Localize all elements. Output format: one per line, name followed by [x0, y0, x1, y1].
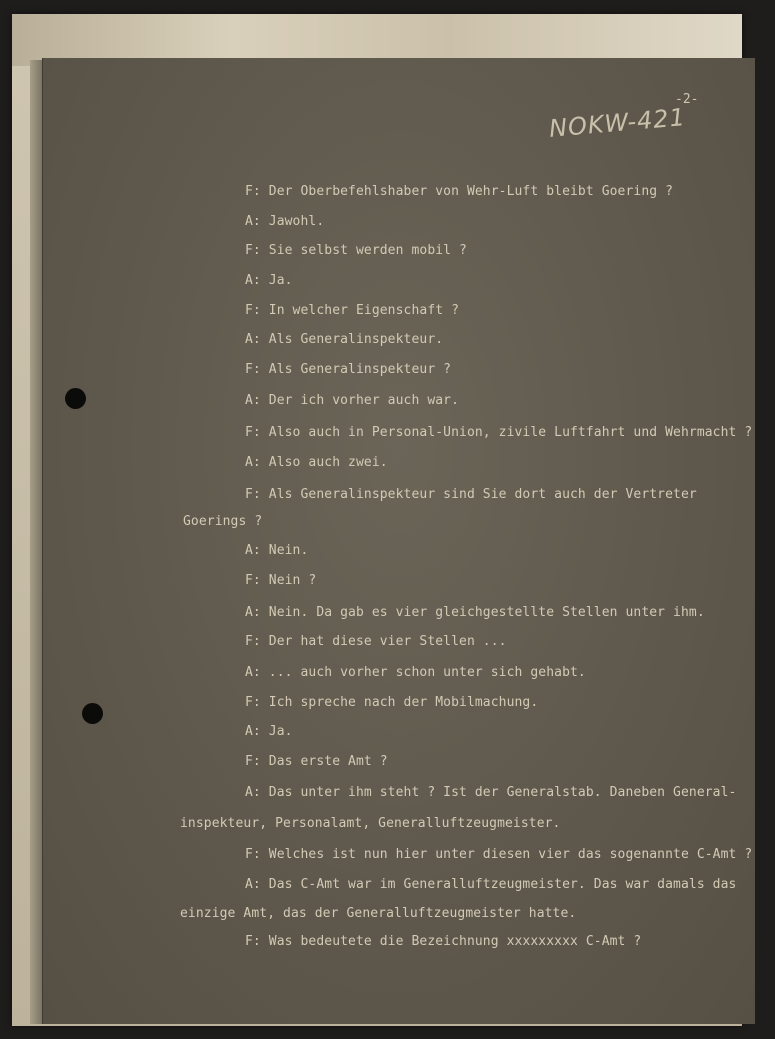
transcript-line: A: Das C-Amt war im Generalluftzeugmeister. Das war damals das	[245, 877, 737, 892]
transcript-line: A: Nein.	[245, 543, 309, 558]
transcript-line: F: Nein ?	[245, 573, 317, 588]
page-left-edge	[30, 60, 42, 1024]
transcript-line: Goerings ?	[183, 514, 263, 529]
transcript-line: F: Also auch in Personal-Union, zivile Luftfahrt und Wehrmacht ?	[245, 425, 753, 440]
transcript-line: F: Welches ist nun hier unter diesen vier das sogenannte C-Amt ?	[245, 847, 753, 862]
transcript-line: F: Als Generalinspekteur ?	[245, 362, 452, 377]
transcript-line: F: Sie selbst werden mobil ?	[245, 243, 467, 258]
document-id-handwritten: NOKW-421	[548, 103, 687, 143]
transcript-line: A: Jawohl.	[245, 214, 325, 229]
transcript-line: A: Ja.	[245, 273, 293, 288]
transcript-line: A: ... auch vorher schon unter sich gehabt.	[245, 665, 586, 680]
transcript-line: F: Ich spreche nach der Mobilmachung.	[245, 695, 539, 710]
transcript-line: F: Der hat diese vier Stellen ...	[245, 634, 507, 649]
punch-hole-icon	[82, 703, 103, 724]
transcript-line: F: Der Oberbefehlshaber von Wehr-Luft bleibt Goering ?	[245, 184, 674, 199]
transcript-line: A: Also auch zwei.	[245, 455, 388, 470]
transcript-line: A: Der ich vorher auch war.	[245, 393, 460, 408]
transcript-line: F: Als Generalinspekteur sind Sie dort auch der Vertreter	[245, 487, 697, 502]
punch-hole-icon	[65, 388, 86, 409]
transcript-line: A: Nein. Da gab es vier gleichgestellte Stellen unter ihm.	[245, 605, 705, 620]
transcript-line: F: In welcher Eigenschaft ?	[245, 303, 460, 318]
page-number: -2-	[675, 92, 699, 107]
transcript-line: A: Als Generalinspekteur.	[245, 332, 444, 347]
transcript-line: F: Das erste Amt ?	[245, 754, 388, 769]
transcript-line: F: Was bedeutete die Bezeichnung xxxxxxxxx C-Amt ?	[245, 934, 642, 949]
transcript-line: A: Ja.	[245, 724, 293, 739]
transcript-line: A: Das unter ihm steht ? Ist der Generalstab. Daneben General-	[245, 785, 737, 800]
transcript-line: inspekteur, Personalamt, Generalluftzeugmeister.	[180, 816, 561, 831]
transcript-line: einzige Amt, das der Generalluftzeugmeister hatte.	[180, 906, 577, 921]
